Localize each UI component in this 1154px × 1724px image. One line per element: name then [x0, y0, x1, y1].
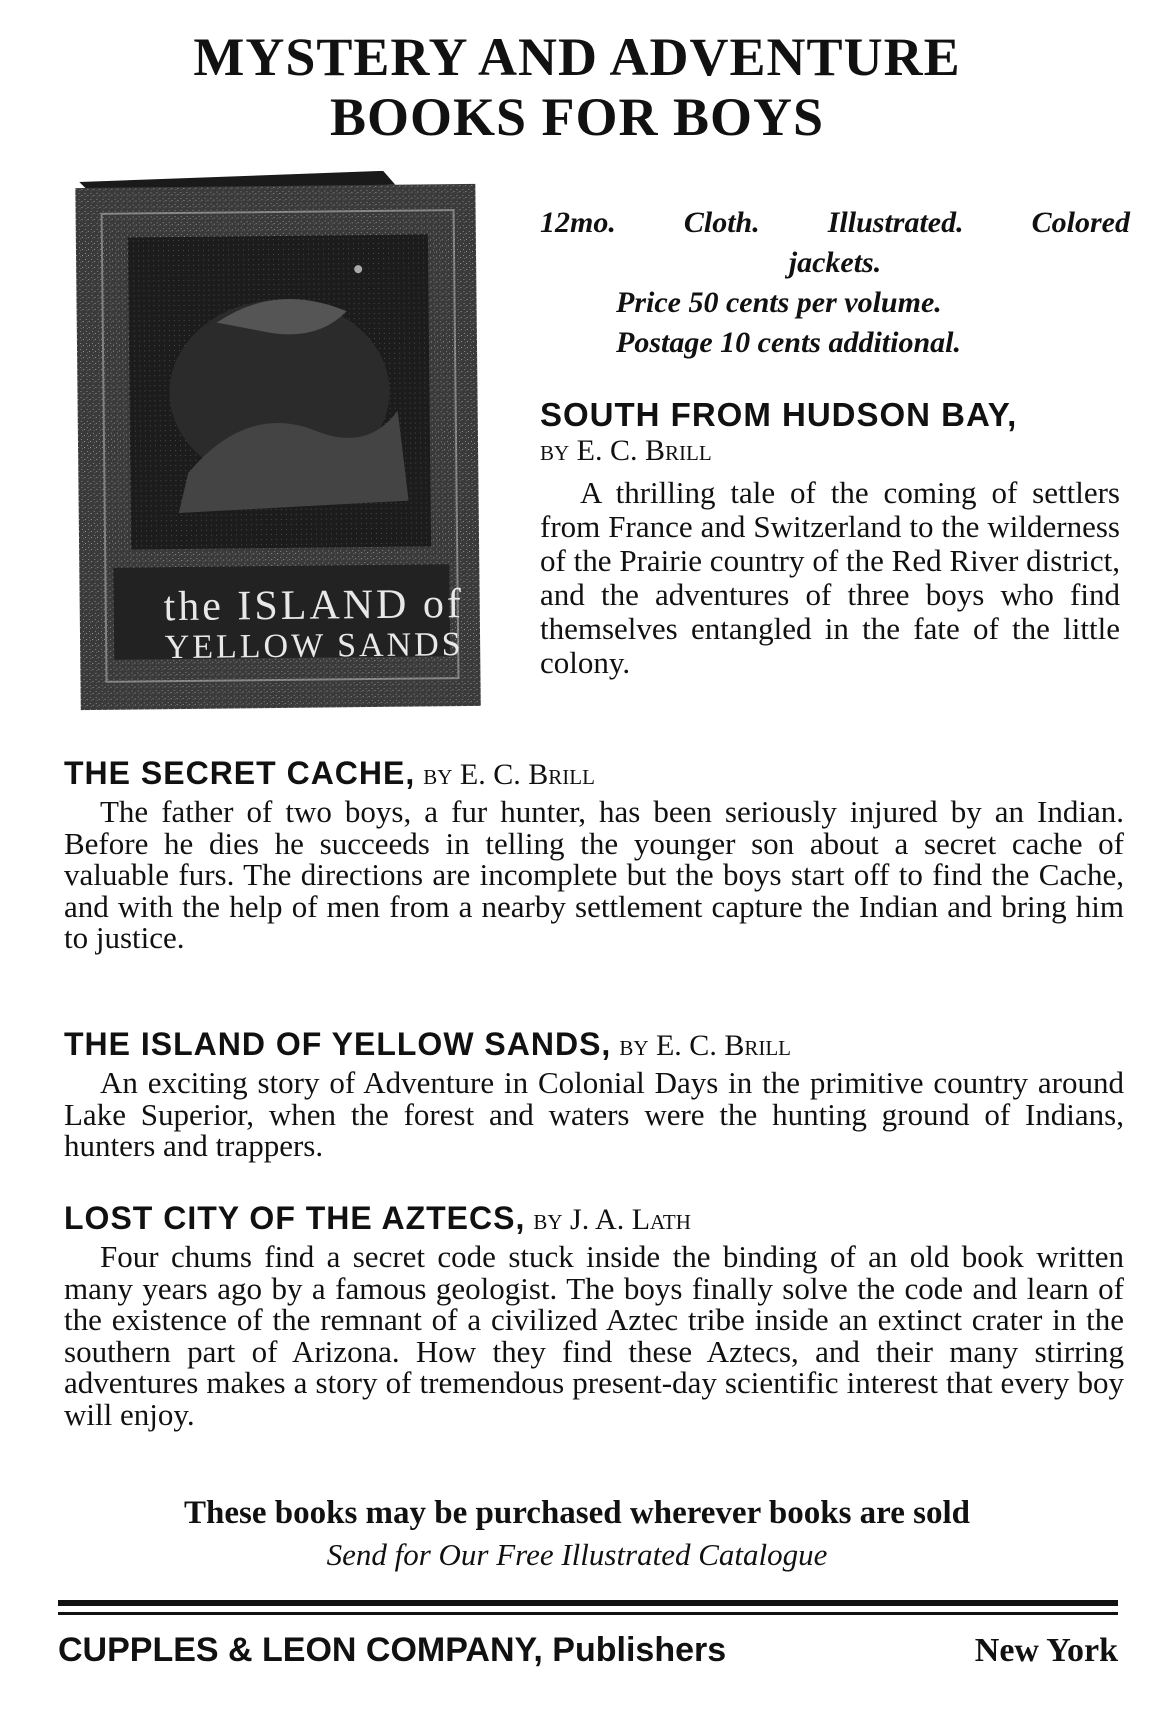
cover-title-line-1: the ISLAND of — [163, 581, 465, 631]
book-entry — [64, 1023, 1124, 1162]
book-byline: by E. C. Brill — [423, 758, 595, 791]
book-title: SOUTH FROM HUDSON BAY, — [540, 396, 1018, 433]
book-description: A thrilling tale of the coming of settlers from France and Switzerland to the wilderness of the Prairie country of the Red River district, and the adventures of three boys who find themselves entangled in the fate of the little colony. — [540, 475, 1120, 680]
spec-format: 12mo. — [540, 206, 616, 239]
publisher-name: CUPPLES & LEON COMPANY, Publishers — [58, 1631, 727, 1669]
divider-rule — [58, 1600, 1118, 1606]
book-byline: by J. A. Lath — [533, 1203, 691, 1236]
book-description: Four chums find a secret code stuck inside the binding of an old book written many years ago by a famous geologist. The boys finally solve the code and learn of the existence of the remnant of a civilized Aztec tribe inside an extinct crater in the southern part of Arizona. How they find these Aztecs, and their many stirring adventures makes a story of tremendous present-day scientific interest that every boy will enjoy. — [64, 1239, 1124, 1432]
divider-rule — [58, 1612, 1118, 1615]
specs-line-1 — [540, 203, 1130, 243]
book-entry — [64, 752, 1124, 954]
cover-title-line-2: YELLOW SANDS — [164, 626, 464, 667]
page-title-line-1: MYSTERY AND ADVENTURE — [193, 27, 961, 87]
book-title: THE ISLAND OF YELLOW SANDS, — [64, 1026, 612, 1062]
book-specifications — [540, 203, 1130, 363]
spec-colored: Colored — [1031, 206, 1130, 239]
spec-jackets: jackets. — [788, 246, 882, 279]
publisher-imprint — [58, 1626, 1118, 1675]
book-description: The father of two boys, a fur hunter, has been seriously injured by an Indian. Before he dies he succeeds in telling the younger son about a secret cache of valuable furs. The directions are incomplete but the boys start off to find the Cache, and with the help of men from a nearby settlement capture the Indian and bring him to justice. — [64, 794, 1124, 955]
spec-illustrated: Illustrated. — [827, 206, 964, 239]
purchase-notice: These books may be purchased wherever books are sold — [184, 1495, 970, 1531]
book-heading — [64, 1197, 1124, 1241]
catalogue-notice: Send for Our Free Illustrated Catalogue — [326, 1537, 828, 1572]
page-title-line-2: BOOKS FOR BOYS — [329, 87, 825, 147]
book-entry — [540, 398, 1120, 680]
book-cover-illustration — [65, 170, 489, 714]
spec-binding: Cloth. — [683, 206, 760, 239]
book-heading — [64, 1023, 1124, 1067]
book-title: THE SECRET CACHE, — [64, 755, 416, 791]
publisher-city: New York — [974, 1632, 1118, 1669]
cover-title — [133, 582, 494, 668]
spec-postage: Postage 10 cents additional. — [616, 326, 961, 359]
book-heading — [64, 752, 1124, 796]
book-description: An exciting story of Adventure in Colonial Days in the primitive country around Lake Superior, when the forest and waters were the hunting ground of Indians, hunters and trappers. — [64, 1065, 1124, 1163]
book-title: LOST CITY OF THE AZTECS, — [64, 1200, 526, 1236]
book-entry — [64, 1197, 1124, 1430]
spec-price: Price 50 cents per volume. — [616, 286, 942, 319]
book-byline: by E. C. Brill — [619, 1029, 791, 1062]
book-byline: by E. C. Brill — [540, 434, 712, 467]
